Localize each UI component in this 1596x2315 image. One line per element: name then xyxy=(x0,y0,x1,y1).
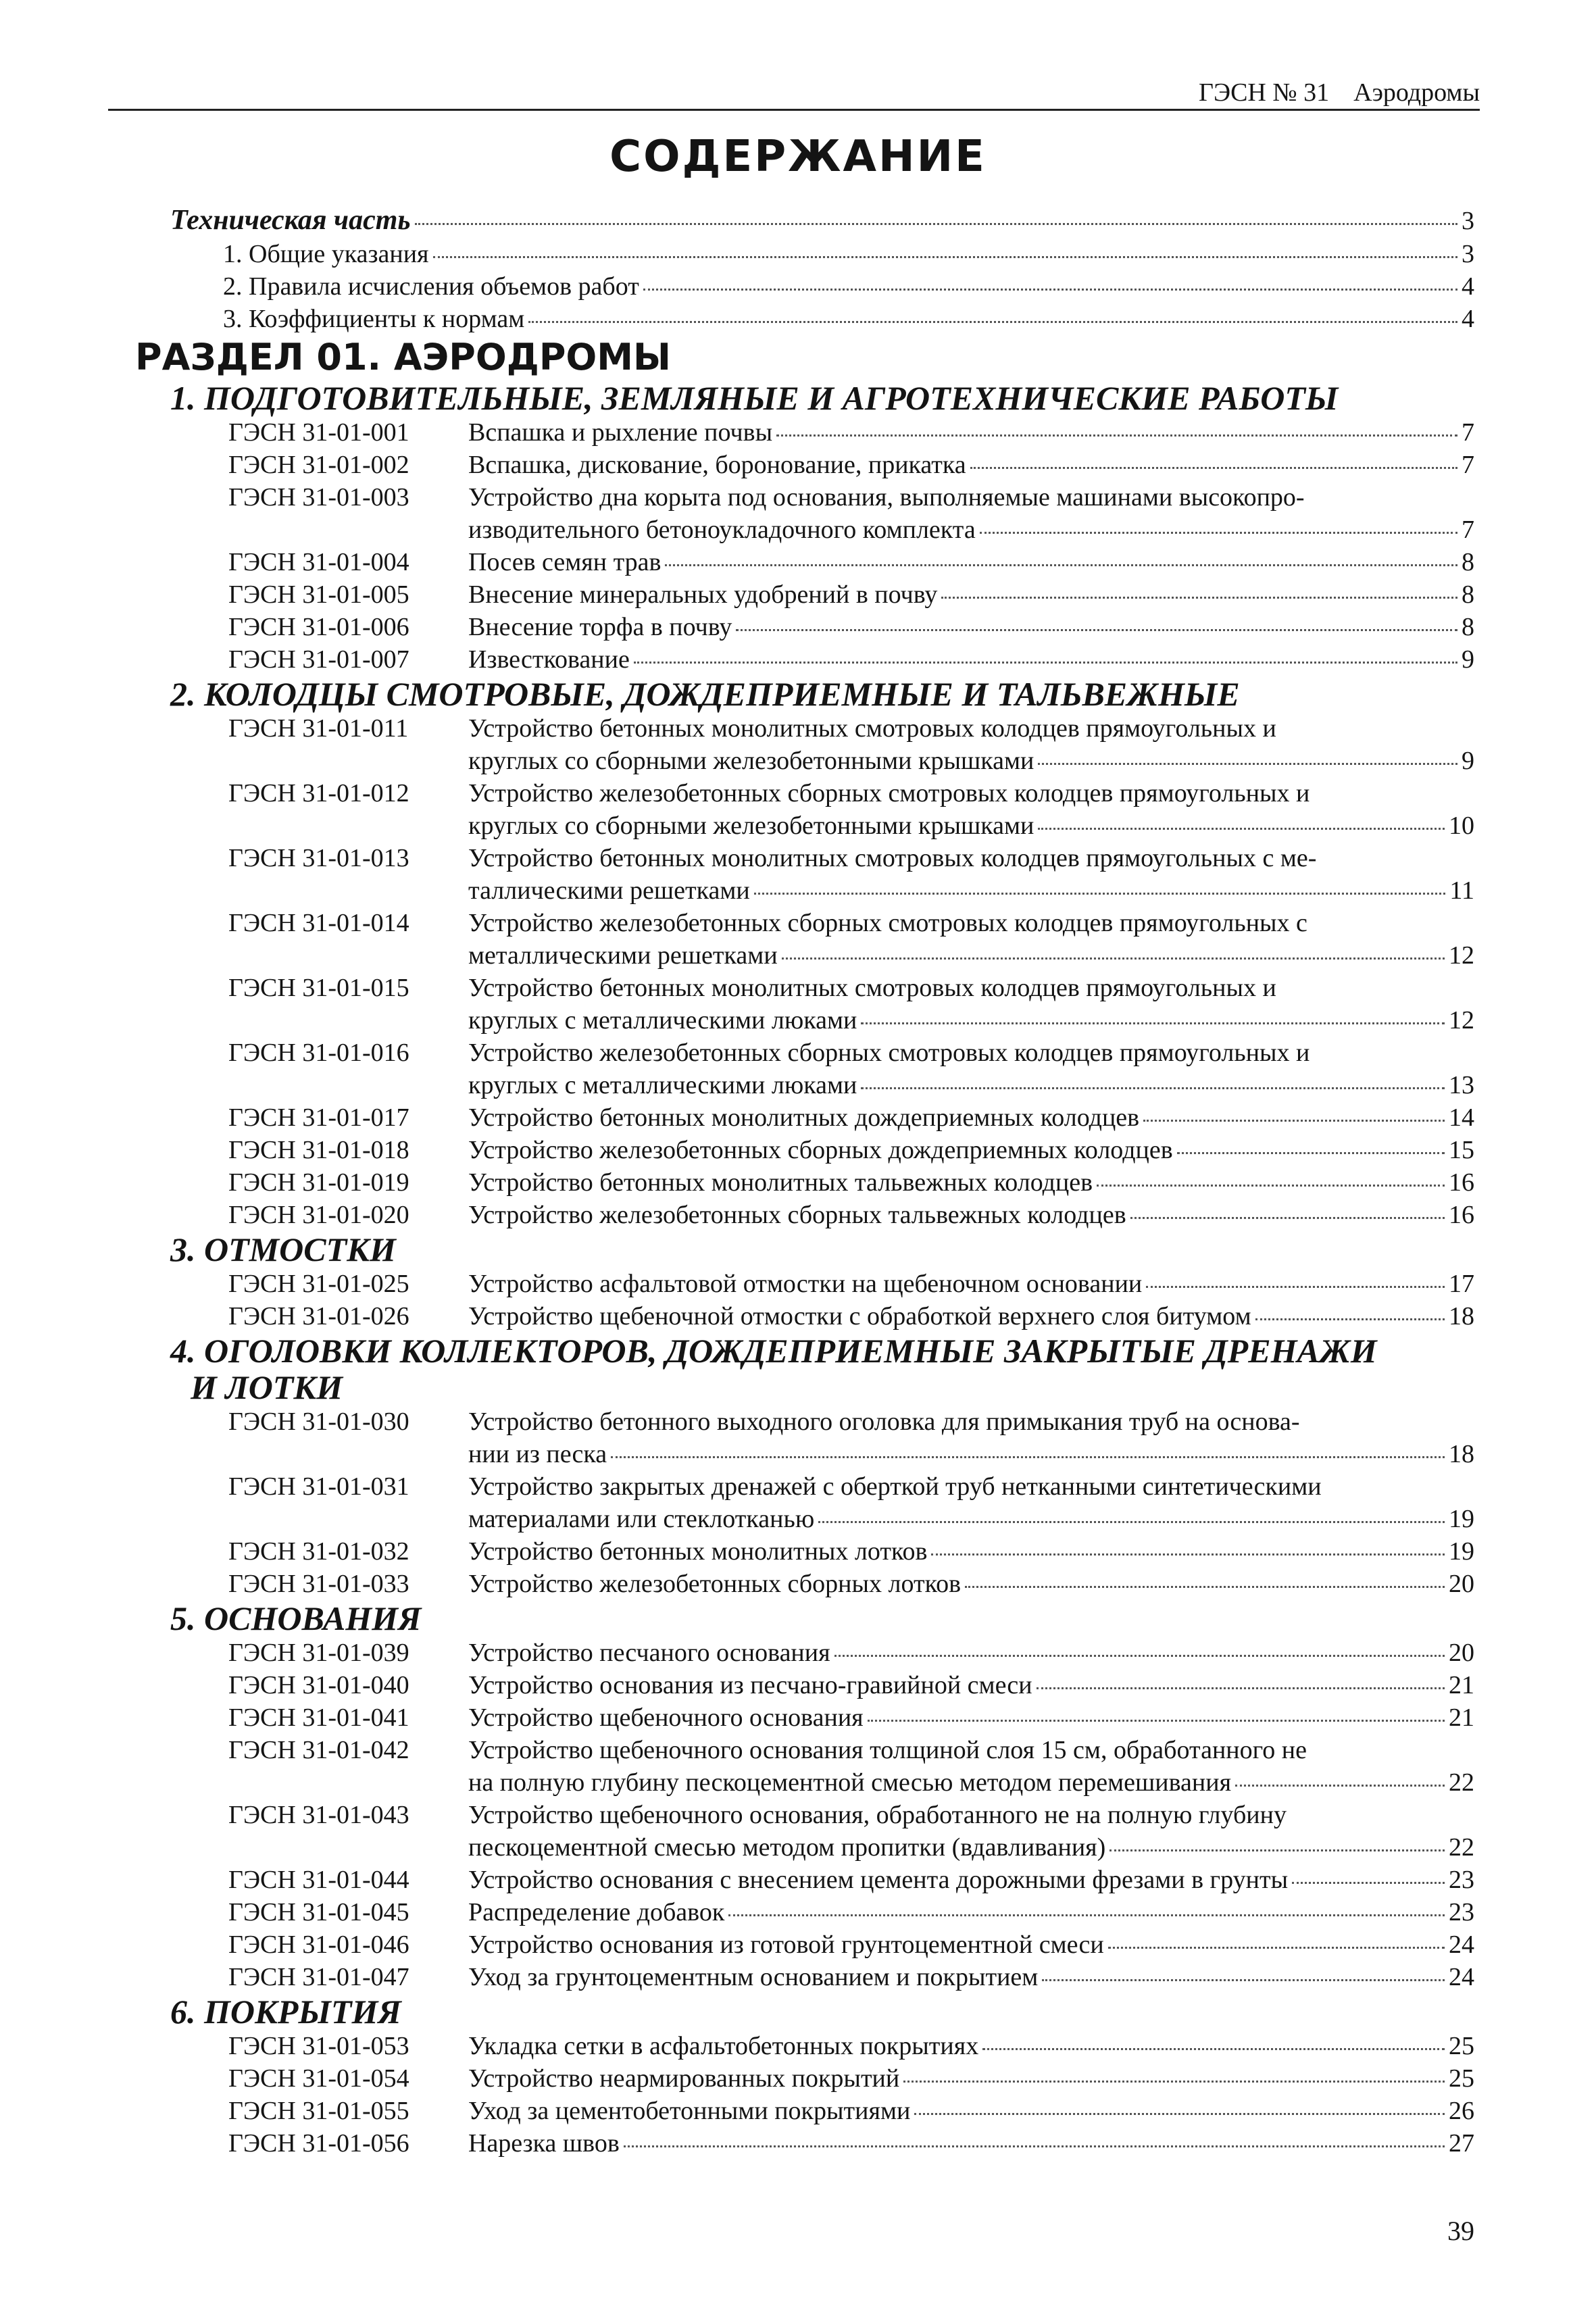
page-ref: 26 xyxy=(1449,2097,1474,2125)
toc-general-item[interactable] xyxy=(0,270,1596,303)
entry-code: ГЭСН 31-01-043 xyxy=(228,1801,409,1829)
toc-entry[interactable] xyxy=(0,1961,1596,1993)
leader-dots xyxy=(776,414,1457,437)
toc-entry[interactable] xyxy=(0,907,1596,972)
leader-dots xyxy=(1130,1197,1445,1219)
page-ref: 4 xyxy=(1462,305,1474,333)
entry-title-line2: изводительного бетоноукладочного комплекта xyxy=(468,516,976,544)
leader-dots xyxy=(754,872,1446,895)
entry-title-line2: круглых с металлическими люками xyxy=(468,1006,857,1035)
toc-entry[interactable] xyxy=(0,1037,1596,1101)
leader-dots xyxy=(868,1699,1445,1722)
chapter-title-line2: И ЛОТКИ xyxy=(191,1368,343,1406)
entry-title-line1: Устройство железобетонных сборных смотровых колодцев прямоугольных и xyxy=(468,779,1310,807)
chapter-heading[interactable] xyxy=(0,1231,1596,1268)
chapter-heading[interactable] xyxy=(0,1600,1596,1637)
page-ref: 10 xyxy=(1449,812,1474,840)
entry-code: ГЭСН 31-01-045 xyxy=(228,1898,409,1926)
leader-dots xyxy=(665,544,1457,566)
entry-title: Устройство основания из песчано-гравийной смеси xyxy=(468,1671,1032,1699)
entry-title: Устройство щебеночного основания xyxy=(468,1703,864,1732)
entry-title-line1: Устройство бетонных монолитных смотровых колодцев прямоугольных и xyxy=(468,974,1276,1002)
entry-code: ГЭСН 31-01-002 xyxy=(228,451,409,479)
toc-entry[interactable] xyxy=(0,1470,1596,1535)
leader-dots xyxy=(634,641,1457,664)
entry-title-line2: пескоцементной смесью методом пропитки (вдавливания) xyxy=(468,1833,1106,1862)
toc-entry[interactable] xyxy=(0,1896,1596,1928)
toc-entry[interactable] xyxy=(0,1268,1596,1300)
entry-code: ГЭСН 31-01-014 xyxy=(228,909,409,937)
entry-title-line1: Устройство щебеночного основания толщиной слоя 15 см, обработанного не xyxy=(468,1736,1307,1764)
entry-title: Посев семян трав xyxy=(468,548,662,576)
entry-code: ГЭСН 31-01-013 xyxy=(228,844,409,872)
entry-title-line1: Устройство бетонного выходного оголовка для примыкания труб на основа- xyxy=(468,1408,1300,1436)
entry-title-line2: круглых со сборными железобетонными крышками xyxy=(468,747,1034,775)
leader-dots xyxy=(861,1002,1445,1024)
page-ref: 20 xyxy=(1449,1570,1474,1598)
toc-entry[interactable] xyxy=(0,2030,1596,2062)
page-ref: 24 xyxy=(1449,1931,1474,1959)
page-ref: 4 xyxy=(1462,272,1474,301)
toc-entry[interactable] xyxy=(0,2095,1596,2127)
entry-title: Устройство железобетонных сборных дождеприемных колодцев xyxy=(468,1136,1173,1164)
entry-title-line2: таллическими решетками xyxy=(468,876,750,905)
toc-entry[interactable] xyxy=(0,1405,1596,1470)
leader-dots xyxy=(415,203,1457,225)
entry-title: Устройство песчаного основания xyxy=(468,1639,830,1667)
entry-code: ГЭСН 31-01-054 xyxy=(228,2064,409,2093)
toc-entry[interactable] xyxy=(0,777,1596,842)
page-ref: 25 xyxy=(1449,2064,1474,2093)
entry-title: Устройство железобетонных сборных лотков xyxy=(468,1570,962,1598)
entry-code: ГЭСН 31-01-040 xyxy=(228,1671,409,1699)
entry-title-line1: Устройство бетонных монолитных смотровых колодцев прямоугольных и xyxy=(468,714,1276,743)
toc-entry[interactable] xyxy=(0,1166,1596,1199)
leader-dots xyxy=(982,2028,1445,2050)
toc-entry[interactable] xyxy=(0,1101,1596,1134)
entry-title: Распределение добавок xyxy=(468,1898,725,1926)
page-ref: 23 xyxy=(1449,1898,1474,1926)
page-ref: 16 xyxy=(1449,1201,1474,1229)
leader-dots xyxy=(736,609,1457,631)
leader-dots xyxy=(914,2093,1445,2115)
entry-code: ГЭСН 31-01-017 xyxy=(228,1103,409,1132)
page-ref: 19 xyxy=(1449,1505,1474,1533)
page-ref: 19 xyxy=(1449,1537,1474,1566)
page-ref: 21 xyxy=(1449,1671,1474,1699)
entry-title-line1: Устройство бетонных монолитных смотровых колодцев прямоугольных с ме- xyxy=(468,844,1317,872)
toc-general-item[interactable] xyxy=(0,303,1596,335)
page-ref: 8 xyxy=(1462,613,1474,641)
toc-entry[interactable] xyxy=(0,712,1596,777)
entry-title: Вспашка и рыхление почвы xyxy=(468,418,773,447)
leader-dots xyxy=(728,1894,1445,1916)
entry-code: ГЭСН 31-01-007 xyxy=(228,645,409,674)
leader-dots xyxy=(861,1067,1445,1089)
leader-dots xyxy=(1109,1829,1445,1851)
leader-dots xyxy=(1143,1099,1445,1122)
table-of-contents xyxy=(0,203,1596,2160)
entry-code: ГЭСН 31-01-016 xyxy=(228,1039,409,1067)
entry-title-line2: металлическими решетками xyxy=(468,941,778,970)
page-ref: 18 xyxy=(1449,1302,1474,1330)
entry-title-line2: круглых с металлическими люками xyxy=(468,1071,857,1099)
page-ref: 25 xyxy=(1449,2032,1474,2060)
entry-title: Устройство основания с внесением цемента дорожными фрезами в грунты xyxy=(468,1866,1289,1894)
page-ref: 9 xyxy=(1462,747,1474,775)
leader-dots xyxy=(1146,1266,1445,1288)
entry-code: ГЭСН 31-01-053 xyxy=(228,2032,409,2060)
toc-item-label: 1. Общие указания xyxy=(223,240,429,268)
entry-code: ГЭСН 31-01-004 xyxy=(228,548,409,576)
entry-code: ГЭСН 31-01-039 xyxy=(228,1639,409,1667)
leader-dots xyxy=(782,937,1445,960)
technical-part-label: Техническая часть xyxy=(170,205,411,236)
leader-dots xyxy=(1177,1132,1445,1154)
toc-entry[interactable] xyxy=(0,842,1596,907)
toc-entry[interactable] xyxy=(0,546,1596,578)
leader-dots xyxy=(941,576,1457,599)
entry-title: Вспашка, дискование, боронование, прикатка xyxy=(468,451,966,479)
toc-entry[interactable] xyxy=(0,1535,1596,1568)
chapter-title: 2. КОЛОДЦЫ СМОТРОВЫЕ, ДОЖДЕПРИЕМНЫЕ И ТАЛЬВЕЖНЫЕ xyxy=(170,675,1240,713)
entry-title: Уход за цементобетонными покрытиями xyxy=(468,2097,911,2125)
leader-dots xyxy=(1108,1926,1445,1949)
toc-entry[interactable] xyxy=(0,1734,1596,1799)
entry-title: Устройство основания из готовой грунтоцементной смеси xyxy=(468,1931,1104,1959)
leader-dots xyxy=(965,1566,1445,1588)
entry-title: Устройство бетонных монолитных лотков xyxy=(468,1537,928,1566)
entry-title: Устройство бетонных монолитных дождеприемных колодцев xyxy=(468,1103,1140,1132)
leader-dots xyxy=(1038,807,1445,830)
entry-title-line1: Устройство щебеночного основания, обработанного не на полную глубину xyxy=(468,1801,1287,1829)
leader-dots xyxy=(1037,1667,1445,1689)
toc-entry[interactable] xyxy=(0,2062,1596,2095)
entry-title: Устройство щебеночной отмостки с обработкой верхнего слоя битумом xyxy=(468,1302,1251,1330)
toc-entry[interactable] xyxy=(0,578,1596,611)
entry-code: ГЭСН 31-01-044 xyxy=(228,1866,409,1894)
leader-dots xyxy=(1292,1862,1445,1884)
toc-entry[interactable] xyxy=(0,1701,1596,1734)
page-ref: 12 xyxy=(1449,1006,1474,1035)
leader-dots xyxy=(1255,1298,1445,1320)
leader-dots xyxy=(931,1533,1445,1555)
chapters-container xyxy=(0,380,1596,2160)
page-ref: 9 xyxy=(1462,645,1474,674)
entry-title-line1: Устройство закрытых дренажей с оберткой труб нетканными синтетическими xyxy=(468,1472,1322,1501)
entry-title: Известкование xyxy=(468,645,630,674)
entry-title: Внесение торфа в почву xyxy=(468,613,732,641)
entry-title-line1: Устройство дна корыта под основания, выполняемые машинами высокопро- xyxy=(468,483,1305,512)
toc-entry[interactable] xyxy=(0,449,1596,481)
leader-dots xyxy=(834,1635,1445,1657)
leader-dots xyxy=(1042,1959,1445,1981)
entry-code: ГЭСН 31-01-055 xyxy=(228,2097,409,2125)
entry-code: ГЭСН 31-01-003 xyxy=(228,483,409,512)
page-ref: 16 xyxy=(1449,1168,1474,1197)
page-ref: 15 xyxy=(1449,1136,1474,1164)
toc-entry[interactable] xyxy=(0,481,1596,546)
toc-entry[interactable] xyxy=(0,643,1596,676)
entry-code: ГЭСН 31-01-046 xyxy=(228,1931,409,1959)
entry-code: ГЭСН 31-01-042 xyxy=(228,1736,409,1764)
toc-entry[interactable] xyxy=(0,1637,1596,1669)
page-ref: 7 xyxy=(1462,418,1474,447)
page-ref: 17 xyxy=(1449,1270,1474,1298)
entry-title-line1: Устройство железобетонных сборных смотровых колодцев прямоугольных с xyxy=(468,909,1307,937)
entry-code: ГЭСН 31-01-015 xyxy=(228,974,409,1002)
entry-code: ГЭСН 31-01-006 xyxy=(228,613,409,641)
entry-code: ГЭСН 31-01-031 xyxy=(228,1472,409,1501)
header-title: Аэродромы xyxy=(1353,78,1480,107)
chapter-heading[interactable] xyxy=(0,1333,1596,1405)
entry-title: Устройство железобетонных сборных тальвежных колодцев xyxy=(468,1201,1126,1229)
section-heading: РАЗДЕЛ 01. АЭРОДРОМЫ xyxy=(135,336,671,378)
toc-entry[interactable] xyxy=(0,1568,1596,1600)
leader-dots xyxy=(1235,1764,1445,1787)
page-ref: 8 xyxy=(1462,548,1474,576)
entry-title: Устройство бетонных монолитных тальвежных колодцев xyxy=(468,1168,1093,1197)
entry-title-line2: круглых со сборными железобетонными крышками xyxy=(468,812,1034,840)
page-ref: 18 xyxy=(1449,1440,1474,1468)
page-ref: 7 xyxy=(1462,516,1474,544)
leader-dots xyxy=(1097,1164,1445,1187)
chapter-title: 1. ПОДГОТОВИТЕЛЬНЫЕ, ЗЕМЛЯНЫЕ И АГРОТЕХНИЧЕСКИЕ РАБОТЫ xyxy=(170,379,1339,417)
entry-code: ГЭСН 31-01-005 xyxy=(228,580,409,609)
toc-entry[interactable] xyxy=(0,1669,1596,1701)
page-ref: 3 xyxy=(1462,207,1474,235)
entry-code: ГЭСН 31-01-025 xyxy=(228,1270,409,1298)
page-ref: 27 xyxy=(1449,2129,1474,2158)
toc-item-label: 2. Правила исчисления объемов работ xyxy=(223,272,639,301)
page-ref: 13 xyxy=(1449,1071,1474,1099)
entry-title-line1: Устройство железобетонных сборных смотровых колодцев прямоугольных и xyxy=(468,1039,1310,1067)
leader-dots xyxy=(611,1436,1445,1458)
entry-code: ГЭСН 31-01-033 xyxy=(228,1570,409,1598)
entry-code: ГЭСН 31-01-026 xyxy=(228,1302,409,1330)
entry-code: ГЭСН 31-01-011 xyxy=(228,714,409,743)
toc-entry[interactable] xyxy=(0,1199,1596,1231)
page-ref: 24 xyxy=(1449,1963,1474,1991)
entry-code: ГЭСН 31-01-041 xyxy=(228,1703,409,1732)
leader-dots xyxy=(643,268,1457,291)
toc-entry[interactable] xyxy=(0,972,1596,1037)
entry-code: ГЭСН 31-01-001 xyxy=(228,418,409,447)
leader-dots xyxy=(433,236,1457,258)
leader-dots xyxy=(970,447,1457,469)
page-ref: 20 xyxy=(1449,1639,1474,1667)
chapter-title: 4. ОГОЛОВКИ КОЛЛЕКТОРОВ, ДОЖДЕПРИЕМНЫЕ ЗАКРЫТЫЕ ДРЕНАЖИ xyxy=(170,1332,1377,1370)
chapter-heading[interactable] xyxy=(0,1993,1596,2030)
leader-dots xyxy=(903,2060,1445,2083)
leader-dots xyxy=(818,1501,1445,1523)
page-ref: 7 xyxy=(1462,451,1474,479)
leader-dots xyxy=(980,512,1457,534)
toc-general-item[interactable] xyxy=(0,238,1596,270)
chapter-title: 5. ОСНОВАНИЯ xyxy=(170,1599,422,1637)
page-ref: 21 xyxy=(1449,1703,1474,1732)
entry-code: ГЭСН 31-01-032 xyxy=(228,1537,409,1566)
page-number: 39 xyxy=(1447,2216,1474,2246)
page-ref: 12 xyxy=(1449,941,1474,970)
page-ref: 22 xyxy=(1449,1768,1474,1797)
running-header xyxy=(108,68,1480,111)
page-title: СОДЕРЖАНИЕ xyxy=(609,132,987,182)
page-ref: 8 xyxy=(1462,580,1474,609)
toc-entry[interactable] xyxy=(0,1928,1596,1961)
toc-entry[interactable] xyxy=(0,1799,1596,1864)
page-ref: 11 xyxy=(1449,876,1474,905)
entry-title-line2: материалами или стеклотканью xyxy=(468,1505,815,1533)
leader-dots xyxy=(1038,743,1457,765)
leader-dots xyxy=(624,2125,1445,2147)
chapter-heading[interactable] xyxy=(0,380,1596,416)
page-ref: 23 xyxy=(1449,1866,1474,1894)
page-ref: 3 xyxy=(1462,240,1474,268)
entry-title: Уход за грунтоцементным основанием и покрытием xyxy=(468,1963,1039,1991)
entry-title: Устройство асфальтовой отмостки на щебеночном основании xyxy=(468,1270,1143,1298)
toc-entry[interactable] xyxy=(0,1864,1596,1896)
entry-code: ГЭСН 31-01-030 xyxy=(228,1408,409,1436)
chapter-title: 3. ОТМОСТКИ xyxy=(170,1230,396,1268)
toc-entry[interactable] xyxy=(0,2127,1596,2160)
toc-entry[interactable] xyxy=(0,611,1596,643)
entry-code: ГЭСН 31-01-056 xyxy=(228,2129,409,2158)
toc-entry[interactable] xyxy=(0,416,1596,449)
entry-title: Внесение минеральных удобрений в почву xyxy=(468,580,938,609)
entry-code: ГЭСН 31-01-012 xyxy=(228,779,409,807)
entry-title: Укладка сетки в асфальтобетонных покрытиях xyxy=(468,2032,979,2060)
leader-dots xyxy=(528,301,1457,323)
entry-code: ГЭСН 31-01-018 xyxy=(228,1136,409,1164)
header-code: ГЭСН № 31 xyxy=(1199,78,1330,107)
entry-title: Устройство неармированных покрытий xyxy=(468,2064,900,2093)
page-ref: 14 xyxy=(1449,1103,1474,1132)
page-ref: 22 xyxy=(1449,1833,1474,1862)
chapter-title: 6. ПОКРЫТИЯ xyxy=(170,1993,401,2031)
entry-title-line2: на полную глубину пескоцементной смесью методом перемешивания xyxy=(468,1768,1232,1797)
toc-item-label: 3. Коэффициенты к нормам xyxy=(223,305,525,333)
entry-code: ГЭСН 31-01-047 xyxy=(228,1963,409,1991)
entry-code: ГЭСН 31-01-019 xyxy=(228,1168,409,1197)
entry-title: Нарезка швов xyxy=(468,2129,620,2158)
entry-title-line2: нии из песка xyxy=(468,1440,607,1468)
chapter-heading[interactable] xyxy=(0,676,1596,712)
entry-code: ГЭСН 31-01-020 xyxy=(228,1201,409,1229)
toc-entry[interactable] xyxy=(0,1134,1596,1166)
toc-entry[interactable] xyxy=(0,1300,1596,1333)
toc-technical-part[interactable] xyxy=(0,203,1596,238)
